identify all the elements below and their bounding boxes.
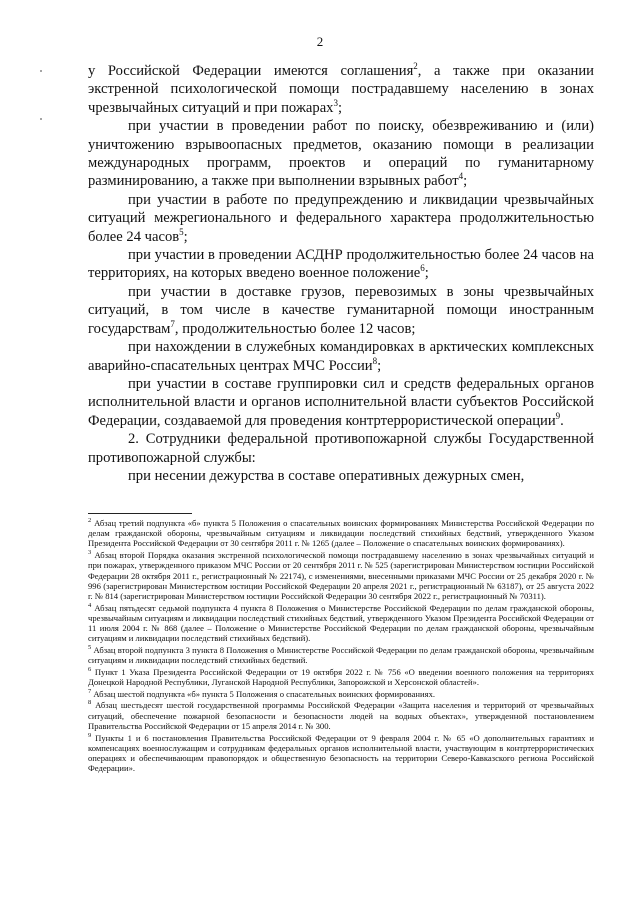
body-paragraph [88,191,594,246]
footnote-ref: 7 [170,318,175,329]
footnote-number: 6 [88,665,92,673]
body-paragraph [88,62,594,117]
paragraph-text: при участии в составе группировки сил и средств федеральных органов исполнительной власти и органов исполнительной власти субъектов Российской Федерации, создаваемой для проведения контртеррористической операции [88,375,594,429]
footnote-ref: 3 [333,97,338,108]
footnote [88,689,594,699]
paragraph-text: при участии в проведении работ по поиску, обезвреживанию и (или) уничтожению взрывоопасных предметов, оказанию помощи в реализации международных программ, проектов и операций по гуманитарному разминированию, а также при выполнении взрывных работ [88,118,594,190]
paragraph-text: у Российской Федерации имеются соглашения [88,63,414,79]
footnote-ref: 9 [555,410,561,421]
paragraph-text: при участии в проведении АСДНР продолжительностью более 24 часов на территориях, на которых введено военное положение [88,247,594,282]
footnote-text: Абзац второй Порядка оказания экстренной психологической помощи пострадавшему населению в зонах чрезвычайных ситуаций и при пожарах, утвержденного приказом МЧС России от 20 сентября 2011 г. № 525 (зарегистрирован Министерством юстиции Российской Федерации 28 октября 2011 г., регистрационный № 22174), с изменениями, внесенными приказами МЧС России от 25 декабря 2020 г. № 996 (зарегистрирован Министерством юстиции Российской Федерации 20 апреля 2021 г., регистрационный № 63187), от 25 августа 2022 г. № 814 (зарегистрирован Министерством юстиции Российской Федерации 30 сентября 2022 г., регистрационный № 70311). [88,550,594,601]
paragraph-text: , продолжительностью более 12 часов; [174,320,416,337]
footnote-ref: 5 [179,226,184,237]
footnote [88,700,594,731]
body-paragraph [88,246,594,283]
footnote-ref: 8 [372,355,378,366]
body-paragraph [88,467,594,485]
footnote-number: 4 [88,601,92,609]
body-paragraph [88,430,594,467]
footnote-text: Пункт 1 Указа Президента Российской Федерации от 19 октября 2022 г. № 756 «О введении военного положения на территориях Донецкой Народной Республики, Луганской Народной Республики, Запорожской и Херсонской областей». [88,666,594,688]
footnote-number: 2 [88,517,92,525]
paragraph-text: . [560,412,564,429]
footnote-text: Пункты 1 и 6 постановления Правительства Российской Федерации от 9 февраля 2004 г. № 65 «О дополнительных гарантиях и компенсациях военнослужащим и сотрудникам федеральных органов исполнительной власти, участвующим в контртеррористических операциях и обеспечивающим правопорядок и общественную безопасность на территории Северо-Кавказского региона Российской Федерации». [88,732,594,774]
footnote-ref: 4 [458,171,464,182]
paragraph-text: при несении дежурства в составе оперативных дежурных смен, [128,467,525,484]
footnote-text: Абзац пятьдесят седьмой подпункта 4 пункта 8 Положения о Министерстве Российской Федерации по делам гражданской обороны, чрезвычайным ситуациям и ликвидации последствий стихийных бедствий, утвержденного Указом Президента Российской Федерации от 11 июля 2004 г. № 868 (далее – Положение о Министерстве Российской Федерации по делам гражданской обороны, чрезвычайным ситуациям и ликвидации последствий стихийных бедствий). [88,602,594,644]
body-paragraph [88,338,594,375]
main-text [88,62,594,485]
footnote [88,733,594,774]
footnote-text: Абзац шестой подпункта «б» пункта 5 Положения о спасательных воинских формированиях. [93,688,436,699]
footnote [88,645,594,665]
body-paragraph [88,117,594,191]
paragraph-text: , а также при оказании экстренной психологической помощи пострадавшему населению в зонах чрезвычайных ситуаций и при пожарах [88,63,594,116]
footnotes [88,518,594,775]
body-paragraph [88,375,594,430]
footnote-ref: 2 [413,61,418,72]
body-paragraph [88,283,594,338]
paragraph-text: при участии в работе по предупреждению и ликвидации чрезвычайных ситуаций межрегионального и федерального характера продолжительностью более 24 часов [88,191,594,245]
footnote-text: Абзац третий подпункта «б» пункта 5 Положения о спасательных воинских формированиях Министерства Российской Федерации по делам гражданской обороны, чрезвычайным ситуациям и ликвидации последствий стихийных бедствий, утвержденного Указом Президента Российской Федерации от 30 сентября 2011 г. № 1265 (далее – Положение о спасательных воинских формированиях). [88,518,594,549]
paragraph-text: ; [377,357,382,374]
paragraph-text: при нахождении в служебных командировках в арктических комплексных аварийно-спасательных центрах МЧС России [88,339,594,374]
footnote-number: 5 [88,644,92,652]
footnote-number: 3 [88,549,92,557]
footnote-number: 7 [88,687,92,695]
footnote-text: Абзац второй подпункта 3 пункта 8 Положения о Министерстве Российской Федерации по делам гражданской обороны, чрезвычайным ситуациям и ликвидации последствий стихийных бедствий. [88,644,594,666]
paragraph-text: ; [424,265,429,282]
footnote [88,550,594,601]
footnote-number: 9 [88,731,92,739]
footnote-ref: 6 [420,263,425,274]
footnote [88,603,594,644]
paragraph-text: ; [463,173,468,190]
footnote [88,518,594,549]
paragraph-text: 2. Сотрудники федеральной противопожарной службы Государственной противопожарной службы: [88,431,594,466]
paragraph-text: ; [183,228,188,245]
scan-speck [40,70,42,72]
footnote-separator [88,513,192,514]
page-number: 2 [316,34,324,49]
paragraph-text: при участии в доставке грузов, перевозимых в зоны чрезвычайных ситуаций, в том числе в качестве гуманитарной помощи иностранным государствам [88,283,594,337]
scan-speck [40,118,42,120]
footnote-text: Абзац шестьдесят шестой государственной программы Российской Федерации «Защита населения и территорий от чрезвычайных ситуаций, обеспечение пожарной безопасности и безопасности людей на водных объектах», утвержденной постановлением Правительства Российской Федерации от 15 апреля 2014 г. № 300. [88,700,594,731]
footnote-number: 8 [88,699,92,707]
paragraph-text: ; [337,99,343,116]
footnote [88,667,594,687]
